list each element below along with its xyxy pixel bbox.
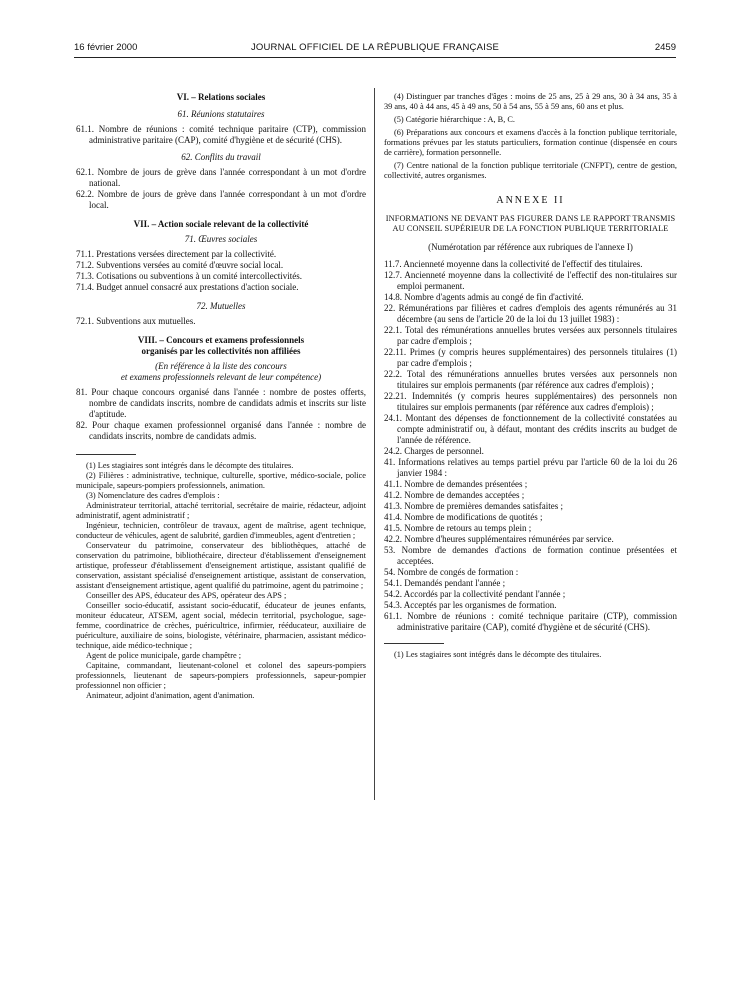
item-71-4: 71.4. Budget annuel consacré aux prestations d'action sociale. <box>76 282 299 292</box>
section-72-title: 72. Mutuelles <box>196 301 246 311</box>
right-column <box>384 92 677 660</box>
section-62-title: 62. Conflits du travail <box>181 152 261 162</box>
list-item: 22.21. Indemnités (y compris heures supplémentaires) des personnels non titulaires sur emplois permanents (par référence aux cadres d'emplois) ; <box>384 391 677 412</box>
item-61-1: 61.1. Nombre de réunions : comité technique paritaire (CTP), commission administrative paritaire (CAP), comité d'hygiène et de sécurité (CHS). <box>76 124 366 145</box>
section-vi-title: VI. – Relations sociales <box>176 92 266 102</box>
list-item: 41.3. Nombre de premières demandes satisfaites ; <box>384 501 563 511</box>
list-item: 22. Rémunérations par filières et cadres d'emplois des agents rémunérés au 31 décembre (au sens de l'article 20 de la loi du 13 juillet 1983) : <box>384 303 677 324</box>
list-item: 41.2. Nombre de demandes acceptées ; <box>384 490 525 500</box>
section-viii-ref-line1: (En référence à la liste des concours <box>155 361 287 371</box>
left-column <box>76 92 366 701</box>
section-viii-title-line1: VIII. – Concours et examens professionnels <box>137 335 305 345</box>
cadre-animation: Animateur, adjoint d'animation, agent d'animation. <box>86 691 255 700</box>
list-item: 61.1. Nombre de réunions : comité technique paritaire (CTP), commission administrative paritaire (CAP), comité d'hygiène et de sécurité (CHS). <box>384 611 677 632</box>
section-71-title: 71. Œuvres sociales <box>184 234 258 244</box>
list-item: 41.5. Nombre de retours au temps plein ; <box>384 523 532 533</box>
footnote-3: (3) Nomenclature des cadres d'emplois : <box>86 491 220 500</box>
list-item: 24.2. Charges de personnel. <box>384 446 484 456</box>
list-item: 53. Nombre de demandes d'actions de formation continue présentées et acceptées. <box>384 545 677 566</box>
cadre-culturelle: Conservateur du patrimoine, conservateur des bibliothèques, attaché de conservation du patrimoine, bibliothécaire, directeur d'établissement d'enseignement artistique, professeur d'établissement d'enseignement artistique, assistant qualifié de conservation, assistant spécialisé d'enseignement artistique, assistant de conservation, assistant d'enseignement artistique, agent qualifié du patrimoine, agent du patrimoine ; <box>76 541 366 590</box>
list-item: 41.4. Nombre de modifications de quotités ; <box>384 512 543 522</box>
item-62-2: 62.2. Nombre de jours de grève dans l'année correspondant à un mot d'ordre local. <box>76 189 366 210</box>
item-81: 81. Pour chaque concours organisé dans l'année : nombre de postes offerts, nombre de candidats inscrits, nombre de candidats admis et inscrits sur liste d'aptitude. <box>76 387 366 419</box>
footnote-7: (7) Centre national de la fonction publique territoriale (CNFPT), centre de gestion, collectivité, autres organismes. <box>384 161 677 180</box>
section-61-title: 61. Réunions statutaires <box>177 109 265 119</box>
item-62-1: 62.1. Nombre de jours de grève dans l'année correspondant à un mot d'ordre national. <box>76 167 366 188</box>
page-header <box>74 42 676 56</box>
annex-ii-title: ANNEXE II <box>496 195 565 206</box>
section-viii-title-line2: organisés par les collectivités non affiliées <box>141 346 301 356</box>
annex-footnote-1: (1) Les stagiaires sont intégrés dans le décompte des titulaires. <box>394 650 602 659</box>
item-71-2: 71.2. Subventions versées au comité d'œuvre social local. <box>76 260 284 270</box>
cadre-medico-sociale: Conseiller socio-éducatif, assistant socio-éducatif, éducateur de jeunes enfants, moniteur éducateur, ATSEM, agent social, médecin territorial, psychologue, sage-femme, coordinatrice de crèches, puéricultrice, infirmier, rééducateur, auxiliaire de puériculture, auxiliaire de soins, biologiste, vétérinaire, pharmacien, assistant médico-technique, aide médico-technique ; <box>76 601 366 650</box>
list-item: 54.3. Acceptés par les organismes de formation. <box>384 600 557 610</box>
header-date: 16 février 2000 <box>74 42 138 53</box>
cadre-technique: Ingénieur, technicien, contrôleur de travaux, agent de maîtrise, agent technique, conducteur de véhicules, agent de salubrité, gardien d'immeubles, agent d'entretien ; <box>76 521 366 540</box>
list-item: 14.8. Nombre d'agents admis au congé de fin d'activité. <box>384 292 584 302</box>
journal-title: JOURNAL OFFICIEL DE LA RÉPUBLIQUE FRANÇAISE <box>250 42 500 53</box>
cadre-sportive: Conseiller des APS, éducateur des APS, opérateur des APS ; <box>86 591 287 600</box>
list-item: 12.7. Ancienneté moyenne dans la collectivité de l'effectif des non-titulaires sur emploi permanent. <box>384 270 677 291</box>
item-82: 82. Pour chaque examen professionnel organisé dans l'année : nombre de candidats inscrits, nombre de candidats admis. <box>76 420 366 441</box>
section-vii-title: VII. – Action sociale relevant de la collectivité <box>133 219 309 229</box>
list-item: 41. Informations relatives au temps partiel prévu par l'article 60 de la loi du 26 janvier 1984 : <box>384 457 677 478</box>
footnote-6: (6) Préparations aux concours et examens d'accès à la fonction publique territoriale, formations prévues par les statuts particuliers, formation continue (dispensée en cours de carrière), formation personnelle. <box>384 128 677 157</box>
cadre-pompiers: Capitaine, commandant, lieutenant-colonel et colonel des sapeurs-pompiers professionnels, lieutenant de sapeurs-pompiers professionnels, sapeur-pompier professionnel non officier ; <box>76 661 366 690</box>
item-71-3: 71.3. Cotisations ou subventions à un comité intercollectivités. <box>76 271 302 281</box>
annex-ii-items <box>384 259 677 633</box>
item-71-1: 71.1. Prestations versées directement par la collectivité. <box>76 249 277 259</box>
annex-ii-subtitle: INFORMATIONS NE DEVANT PAS FIGURER DANS LE RAPPORT TRANSMIS AU CONSEIL SUPÉRIEUR DE LA FONCTION PUBLIQUE TERRITORIALE <box>385 214 676 233</box>
section-viii-ref-line2: et examens professionnels relevant de leur compétence) <box>120 372 322 382</box>
header-rule <box>74 57 676 58</box>
footnote-4: (4) Distinguer par tranches d'âges : moins de 25 ans, 25 à 29 ans, 30 à 34 ans, 35 à 39 ans, 40 à 44 ans, 45 à 49 ans, 50 à 54 ans, 55 à 59 ans, 60 ans et plus. <box>384 92 677 111</box>
footnote-1: (1) Les stagiaires sont intégrés dans le décompte des titulaires. <box>86 461 294 470</box>
list-item: 22.2. Total des rémunérations annuelles brutes versées aux personnels non titulaires sur emplois permanents (par référence aux cadres d'emplois) ; <box>384 369 677 390</box>
list-item: 54.1. Demandés pendant l'année ; <box>384 578 506 588</box>
numbering-note: (Numérotation par référence aux rubriques de l'annexe I) <box>428 242 633 252</box>
column-separator <box>374 88 375 800</box>
list-item: 22.11. Primes (y compris heures supplémentaires) des personnels titulaires (1) par cadre d'emplois ; <box>384 347 677 368</box>
footnote-5: (5) Catégorie hiérarchique : A, B, C. <box>394 115 515 124</box>
footnote-2: (2) Filières : administrative, technique, culturelle, sportive, médico-sociale, police municipale, sapeurs-pompiers professionnels, animation. <box>76 471 366 490</box>
list-item: 22.1. Total des rémunérations annuelles brutes versées aux personnels titulaires par cadre d'emplois ; <box>384 325 677 346</box>
list-item: 54. Nombre de congés de formation : <box>384 567 519 577</box>
list-item: 11.7. Ancienneté moyenne dans la collectivité de l'effectif des titulaires. <box>384 259 643 269</box>
list-item: 54.2. Accordés par la collectivité pendant l'année ; <box>384 589 566 599</box>
list-item: 41.1. Nombre de demandes présentées ; <box>384 479 528 489</box>
cadre-police: Agent de police municipale, garde champêtre ; <box>86 651 242 660</box>
list-item: 24.1. Montant des dépenses de fonctionnement de la collectivité constatées au compte administratif ou, à défaut, montant des crédits inscrits au budget de l'année de référence. <box>384 413 677 445</box>
cadre-administrative: Administrateur territorial, attaché territorial, secrétaire de mairie, rédacteur, adjoint administratif, agent administratif ; <box>76 501 366 520</box>
page-number: 2459 <box>654 42 676 53</box>
list-item: 42.2. Nombre d'heures supplémentaires rémunérées par service. <box>384 534 614 544</box>
item-72-1: 72.1. Subventions aux mutuelles. <box>76 316 196 326</box>
